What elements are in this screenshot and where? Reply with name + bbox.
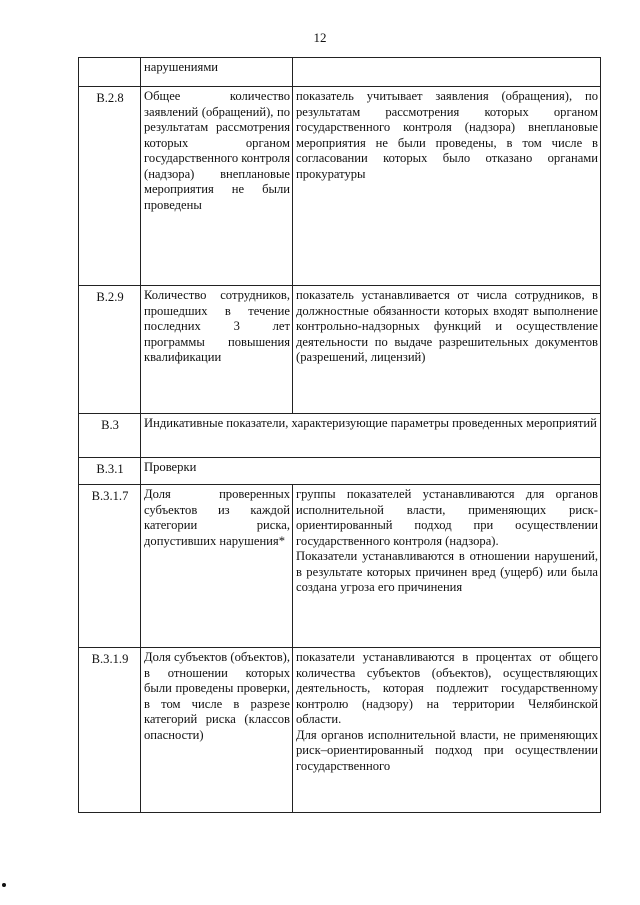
table-row: [79, 648, 601, 813]
row-code: В.3.1.7: [79, 485, 141, 648]
description-paragraph: группы показателей устанавливаются для органов исполнительной власти, применяющих риск-ориентированный подход при осуществлении государственного контроля (надзора).: [296, 487, 598, 548]
row-description: [293, 87, 601, 286]
row-code: [79, 58, 141, 87]
row-name: Доля субъектов (объектов), в отношении которых были проведены проверки, в том числе в разрезе категорий риска (классов опасности): [141, 648, 293, 813]
row-description: [293, 485, 601, 648]
description-paragraph: Показатели устанавливаются в отношении нарушений, в результате которых причинен вред (ущерб) или была создана угроза его причинения: [296, 549, 598, 594]
row-code: В.2.8: [79, 87, 141, 286]
table-row: [79, 458, 601, 485]
row-code: В.2.9: [79, 286, 141, 414]
row-description: [293, 58, 601, 87]
table-row: [79, 286, 601, 414]
description-paragraph: показатели устанавливаются в процентах от общего количества субъектов (объектов), осуществляющих деятельность, которая подлежит государственному контролю (надзору) на территории Челябинской области.: [296, 650, 598, 726]
row-code: В.3.1.9: [79, 648, 141, 813]
description-paragraph: показатель устанавливается от числа сотрудников, в должностные обязанности которых входят выполнение контрольно-надзорных функций и осуществление деятельности по выдаче разрешительных документов (разрешений, лицензий): [296, 288, 598, 364]
table-row: [79, 87, 601, 286]
row-description: [293, 648, 601, 813]
row-code: В.3.1: [79, 458, 141, 485]
table-row: [79, 58, 601, 87]
row-name: Количество сотрудников, прошедших в течение последних 3 лет программы повышения квалификации: [141, 286, 293, 414]
description-paragraph: Для органов исполнительной власти, не применяющих риск–ориентированный подход при осуществлении государственного: [296, 727, 598, 773]
scan-mark: [2, 883, 6, 887]
table-row: [79, 485, 601, 648]
row-name: Доля проверенных субъектов из каждой категории риска, допустивших нарушения*: [141, 485, 293, 648]
indicators-table: [78, 57, 601, 813]
subsection-heading: Проверки: [141, 458, 601, 485]
row-description: [293, 286, 601, 414]
description-paragraph: показатель учитывает заявления (обращения), по результатам рассмотрения которых органом государственного контроля (надзора) внеплановые мероприятия не были проведены, в том числе в согласовании которых было отказано органами прокуратуры: [296, 89, 598, 181]
row-code: В.3: [79, 414, 141, 458]
table-row: [79, 414, 601, 458]
section-heading: Индикативные показатели, характеризующие параметры проведенных мероприятий: [141, 414, 601, 458]
page-number: 12: [313, 30, 327, 45]
row-name: Общее количество заявлений (обращений), по результатам рассмотрения которых органом государственного контроля (надзора) внеплановые мероприятия не были проведены: [141, 87, 293, 286]
row-name: нарушениями: [141, 58, 293, 87]
